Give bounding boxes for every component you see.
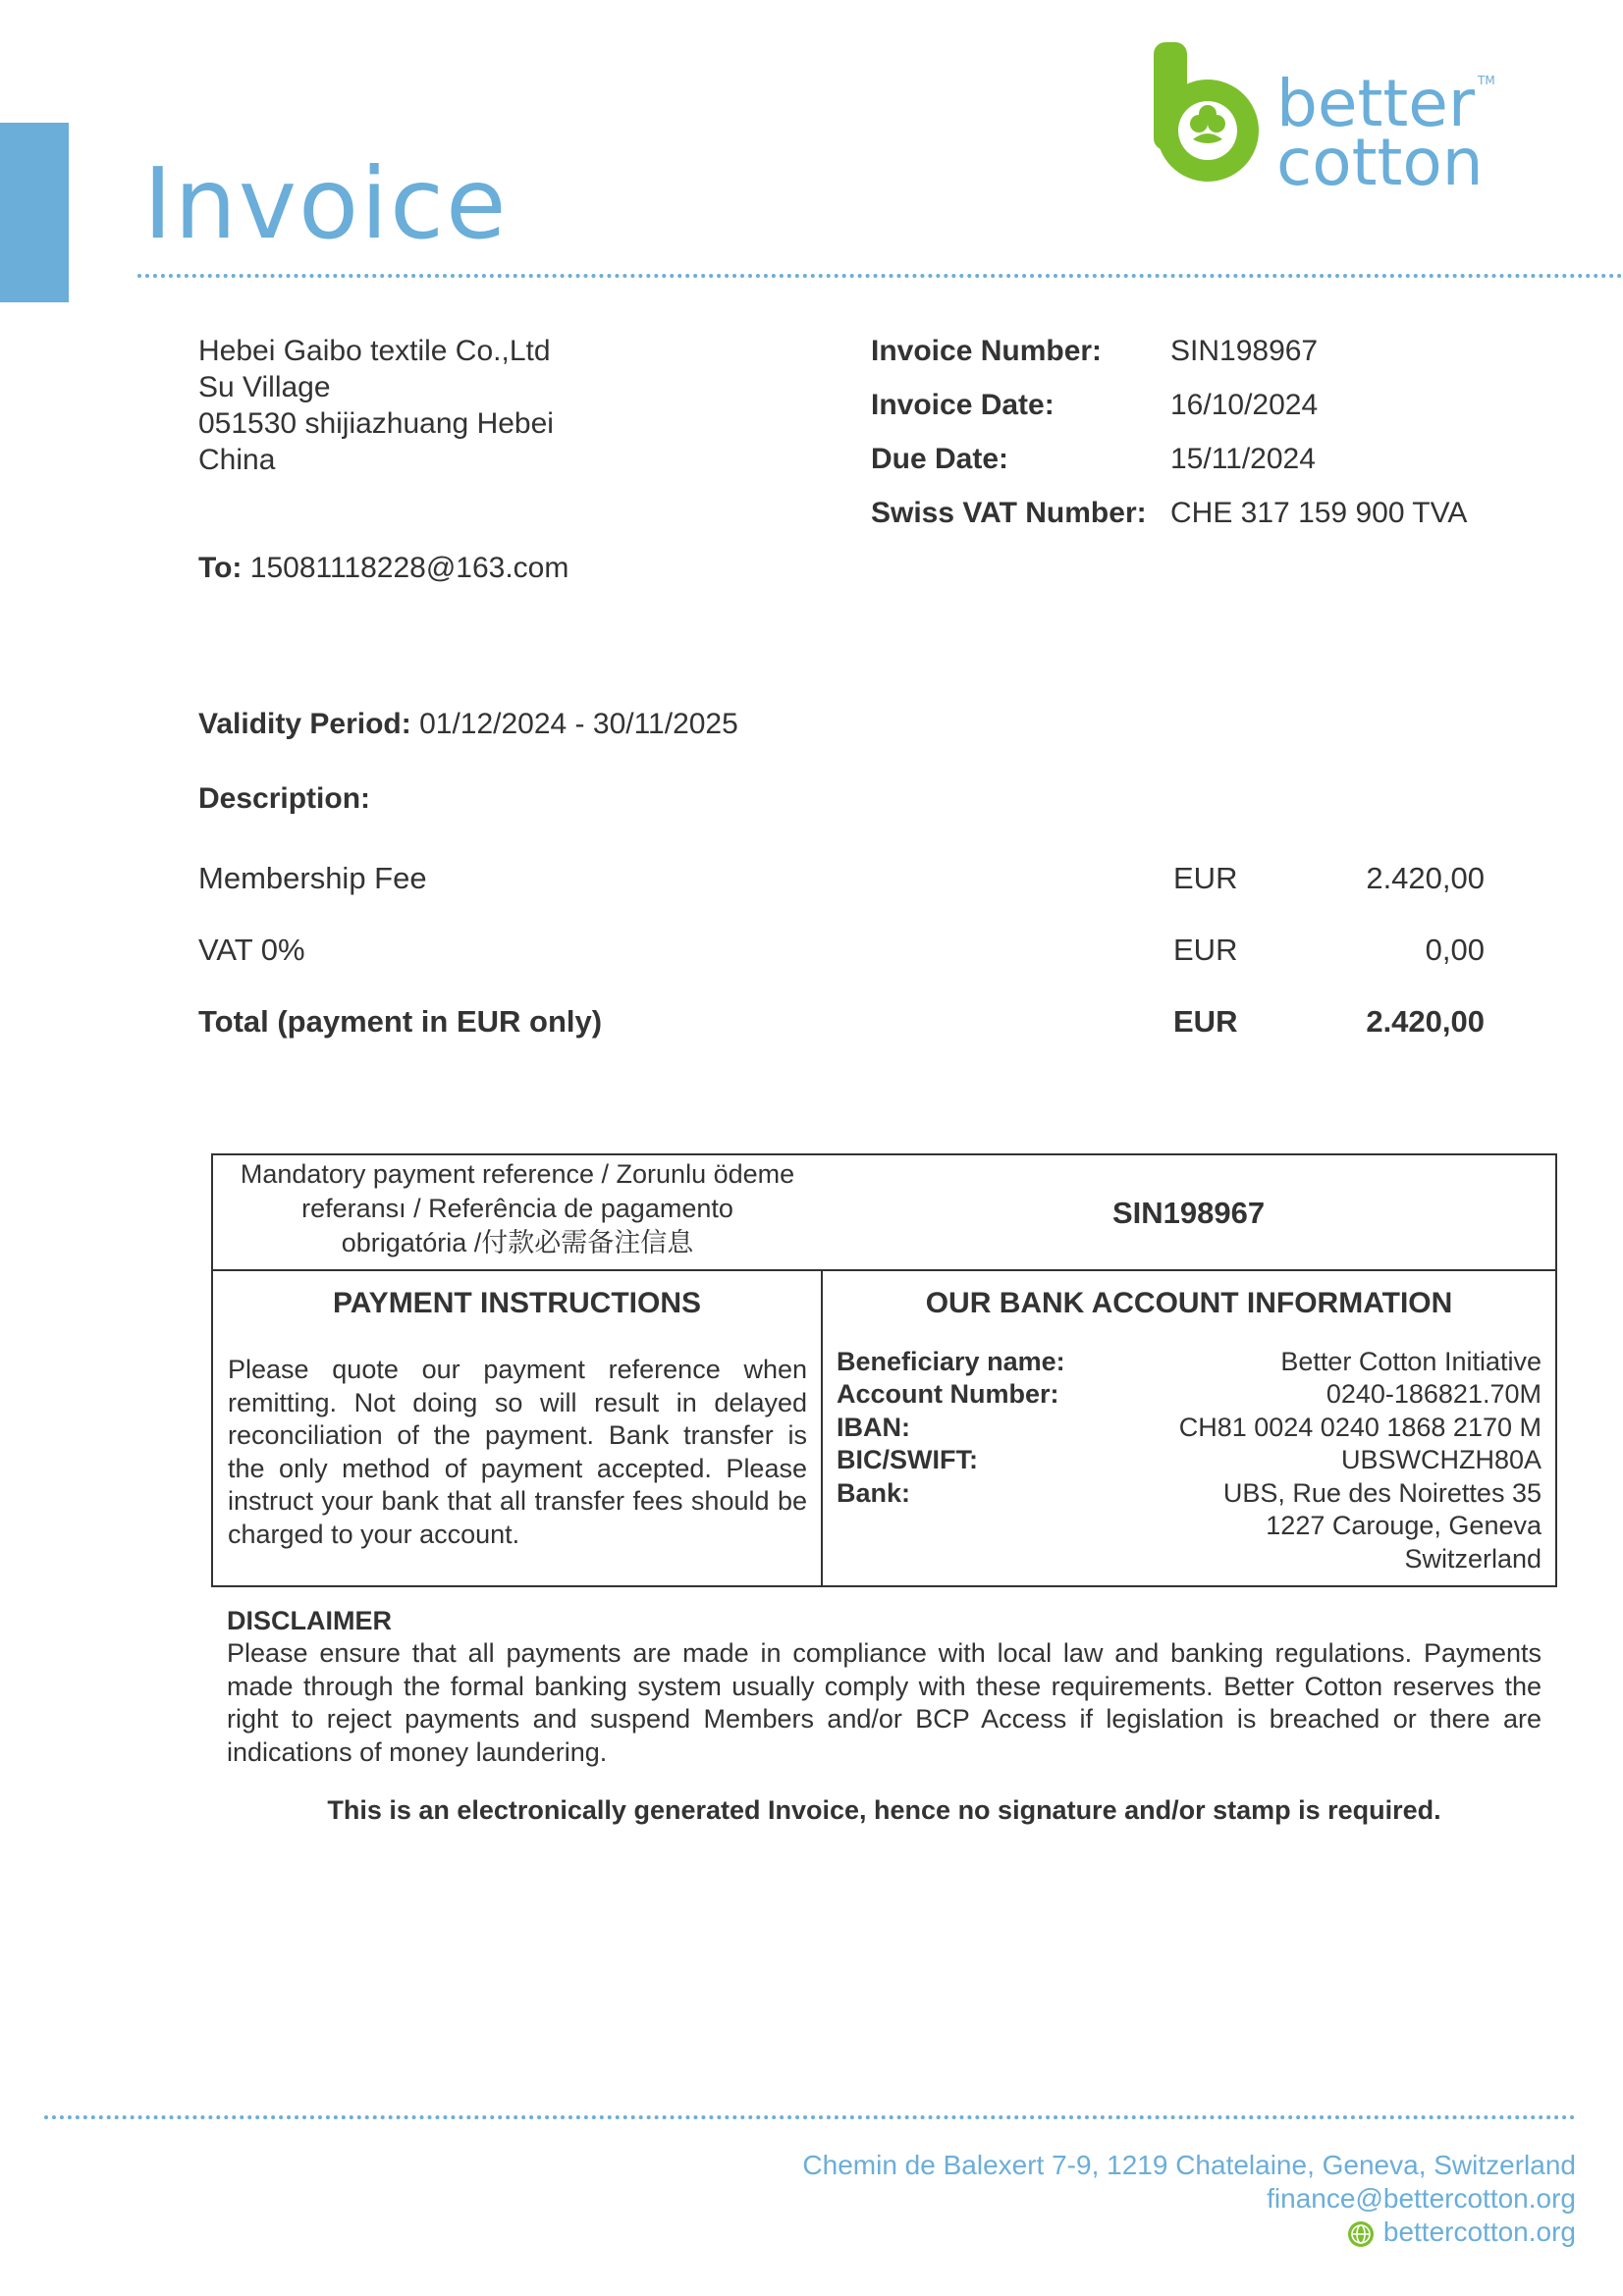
supplier-line: Hebei Gaibo textile Co.,Ltd: [198, 335, 551, 367]
bank-label: Beneficiary name:: [837, 1347, 1065, 1376]
fee-line: [198, 861, 1485, 900]
supplier-address: [198, 333, 554, 478]
to-email: 15081118228@163.com: [249, 552, 569, 584]
total-currency: EUR: [1173, 1004, 1238, 1039]
fee-description: VAT 0%: [198, 933, 305, 967]
disclaimer: [227, 1605, 1542, 1769]
bank-value: UBS, Rue des Noirettes 35: [1222, 1478, 1542, 1508]
bank-value: UBSWCHZH80A: [1340, 1445, 1542, 1474]
fee-line: [198, 933, 1485, 972]
bottom-dotted-divider: [44, 2115, 1576, 2119]
payment-instructions-text: Please quote our payment reference when remitting. Not doing so will result in delayed reconciliation of the payment. Bank transfer is the only method of payment accepted. Please instruct your bank that all transfer fees should be charged to your account.: [228, 1355, 807, 1549]
better-cotton-logo: [1154, 37, 1507, 194]
bank-account-info: [823, 1271, 1555, 1585]
description-label: Description:: [198, 782, 371, 815]
invoice-date-label: Invoice Date:: [871, 389, 1055, 421]
bank-label: Bank:: [837, 1478, 911, 1508]
fee-currency: EUR: [1173, 861, 1238, 895]
due-date-value: 15/11/2024: [1170, 443, 1316, 475]
reference-label-line: referansı / Referência de pagamento: [301, 1194, 733, 1223]
payment-reference-label: [213, 1155, 822, 1270]
payment-box: [211, 1153, 1557, 1587]
fee-amount: 2.420,00: [1366, 861, 1485, 895]
disclaimer-title: DISCLAIMER: [227, 1606, 392, 1635]
fee-currency: EUR: [1173, 933, 1238, 967]
vat-number-label: Swiss VAT Number:: [871, 497, 1147, 529]
page-title: Invoice: [143, 146, 509, 261]
fee-amount: 0,00: [1425, 933, 1485, 967]
supplier-line: China: [198, 444, 276, 476]
logo-word-better: better: [1276, 66, 1475, 141]
invoice-number-label: Invoice Number:: [871, 335, 1103, 367]
bank-label: BIC/SWIFT:: [837, 1445, 978, 1474]
bank-value: 1227 Carouge, Geneva: [1266, 1511, 1542, 1540]
validity-value: 01/12/2024 - 30/11/2025: [419, 708, 738, 740]
bank-label: IBAN:: [837, 1413, 910, 1442]
footer-website-text[interactable]: bettercotton.org: [1382, 2216, 1576, 2247]
reference-label-line: Mandatory payment reference / Zorunlu ödeme: [240, 1159, 795, 1189]
footer-address: Chemin de Balexert 7-9, 1219 Chatelaine, Geneva, Switzerland: [802, 2150, 1576, 2180]
vat-number-value: CHE 317 159 900 TVA: [1170, 497, 1468, 529]
footer-email[interactable]: finance@bettercotton.org: [1267, 2183, 1576, 2214]
total-description: Total (payment in EUR only): [198, 1004, 603, 1039]
bank-value: 0240-186821.70M: [1325, 1379, 1542, 1409]
footer-website[interactable]: [1346, 2216, 1576, 2249]
recipient: [198, 550, 568, 586]
validity-period: [198, 706, 738, 742]
total-amount: 2.420,00: [1366, 1004, 1485, 1039]
supplier-line: 051530 shijiazhuang Hebei: [198, 407, 554, 440]
fee-description: Membership Fee: [198, 861, 427, 895]
globe-icon: [1346, 2219, 1376, 2249]
bank-value: Better Cotton Initiative: [1280, 1347, 1542, 1376]
validity-label: Validity Period:: [198, 708, 411, 740]
payment-reference-value: SIN198967: [1111, 1195, 1266, 1230]
electronic-invoice-notice: This is an electronically generated Invoice, hence no signature and/or stamp is required.: [327, 1795, 1441, 1825]
disclaimer-text: Please ensure that all payments are made in compliance with local law and banking regulations. Payments made through the formal banking system usually comply with these requirements. Better Cotton reserves the right to reject payments and suspend Members and/or BCP Access if legislation is breached or there are indications of money laundering.: [227, 1638, 1542, 1767]
bank-info-title: OUR BANK ACCOUNT INFORMATION: [925, 1287, 1453, 1319]
reference-label-line: obrigatória /付款必需备注信息: [341, 1228, 694, 1257]
invoice-number-value: SIN198967: [1170, 335, 1319, 367]
bank-value: Switzerland: [1404, 1544, 1542, 1574]
supplier-line: Su Village: [198, 371, 331, 403]
bank-value: CH81 0024 0240 1868 2170 M: [1178, 1413, 1542, 1442]
bank-label: Account Number:: [837, 1379, 1059, 1409]
to-label: To:: [198, 552, 243, 584]
payment-instructions-title: PAYMENT INSTRUCTIONS: [332, 1287, 702, 1319]
payment-instructions: [213, 1271, 821, 1585]
top-dotted-divider: [137, 274, 1623, 278]
left-accent-bar: [0, 123, 69, 302]
due-date-label: Due Date:: [871, 443, 1009, 475]
invoice-date-value: 16/10/2024: [1170, 389, 1319, 421]
logo-word-cotton: cotton: [1276, 125, 1484, 194]
total-line: [198, 1004, 1485, 1043]
logo-trademark: TM: [1478, 74, 1495, 87]
